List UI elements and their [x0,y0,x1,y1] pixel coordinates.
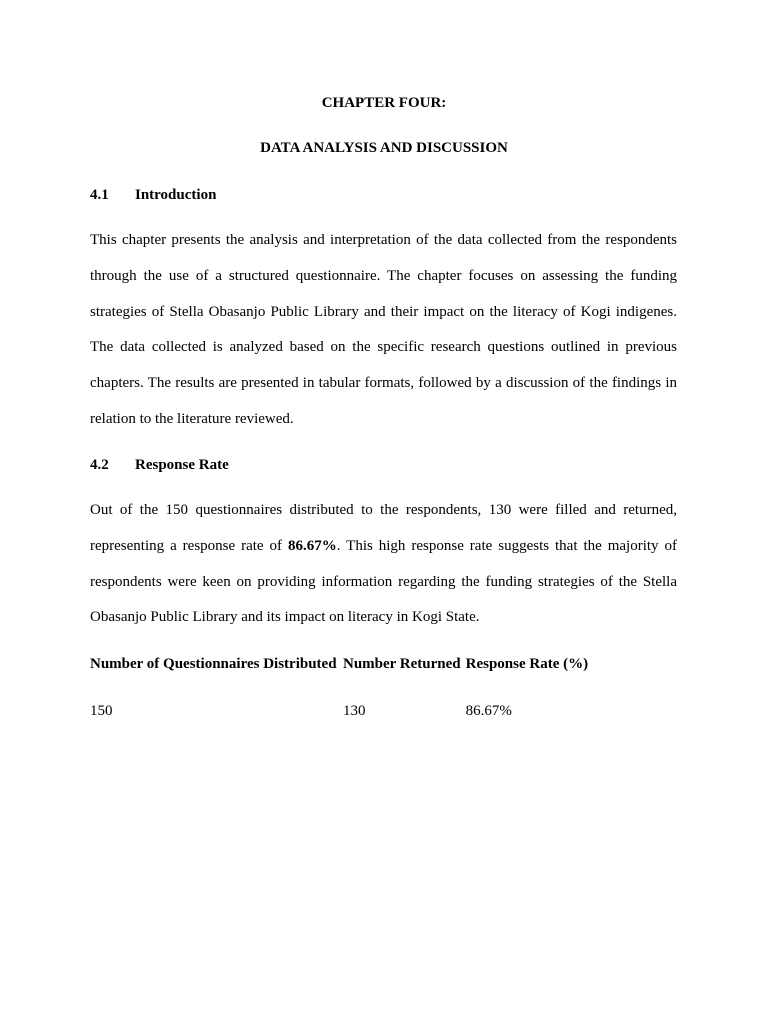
table-header-returned: Number Returned [343,656,461,672]
table-cell-returned: 130 [343,703,366,719]
chapter-number: CHAPTER FOUR: [321,95,447,111]
section-title: Introduction [135,187,217,203]
introduction-paragraph: This chapter presents the analysis and interpretation of the data collected from the respondents through the use of a structured questionnaire. The chapter focuses on assessing the funding strategies of Stella Obasanjo Public Library and their impact on the literacy of Kogi indigenes. The data collected is analyzed based on the specific research questions outlined in previous chapters. The results are presented in tabular formats, followed by a discussion of the findings in relation to the literature reviewed. [90,232,677,427]
table-cell-rate: 86.67% [465,703,512,719]
section-heading-introduction [90,185,216,205]
section-number: 4.1 [90,187,109,203]
response-rate-text-start: Out of the 150 questionnaires distributed to the respondents, 130 were filled and returned, representing a response rate of [90,502,677,554]
section-number: 4.2 [90,457,109,473]
response-rate-value: 86.67% [287,537,337,554]
chapter-title: DATA ANALYSIS AND DISCUSSION [260,140,508,156]
response-rate-paragraph [90,493,677,636]
table-cell-distributed: 150 [90,703,113,719]
response-rate-table [90,652,601,723]
table-header-distributed: Number of Questionnaires Distributed [90,656,337,672]
response-rate-text-end: . This high response rate suggests that the majority of respondents were keen on providing information regarding the funding strategies of the Stella Obasanjo Public Library and its impact on literacy in Kogi State. [90,537,677,626]
table-header-row [90,652,601,699]
section-title: Response Rate [135,457,229,473]
table-header-rate: Response Rate (%) [465,656,589,672]
section-heading-response-rate [90,455,229,475]
table-row [90,699,601,723]
